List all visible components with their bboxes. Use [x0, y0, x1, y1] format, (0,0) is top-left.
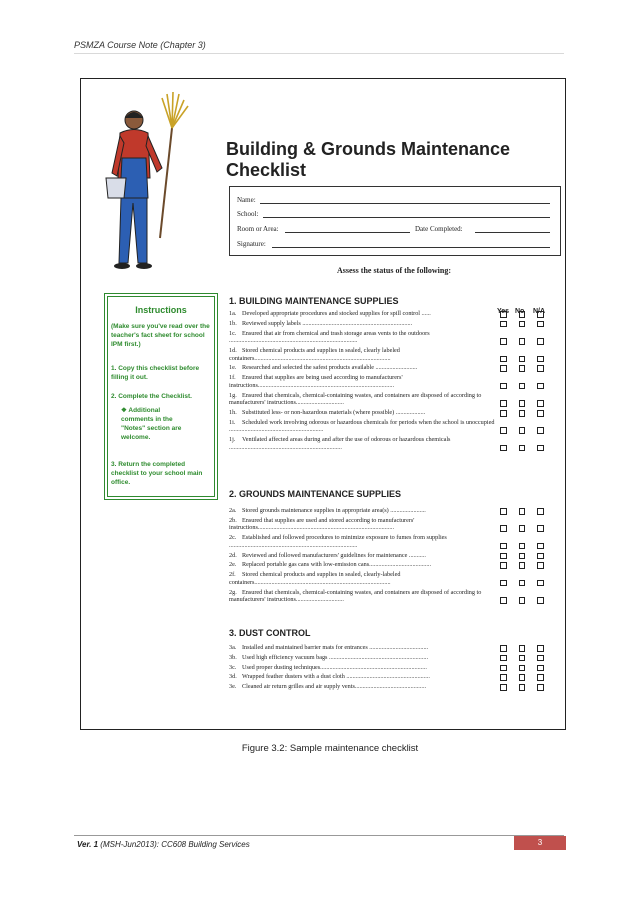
checkbox-yes[interactable] — [500, 427, 507, 434]
checkbox-yes[interactable] — [500, 655, 507, 662]
checkbox-yes[interactable] — [500, 338, 507, 345]
field-room-line — [285, 232, 410, 233]
item-checkboxes — [500, 400, 560, 407]
item-code: 3b. — [229, 653, 237, 661]
checkbox-yes[interactable] — [500, 553, 507, 560]
title-line-2: Checklist — [226, 160, 307, 180]
footer-version-label: Ver. 1 — [77, 840, 99, 849]
item-code: 2d. — [229, 551, 237, 559]
item-text: Scheduled work involving odorous or hazardous chemicals for periods when the school is unoccupied ............................................................. — [229, 418, 495, 434]
assess-heading: Assess the status of the following: — [337, 266, 451, 275]
title-line-1: Building & Grounds Maintenance — [226, 139, 511, 159]
item-text: Used high efficiency vacuum bags ................................................................ — [242, 653, 428, 661]
checkbox-no[interactable] — [519, 665, 526, 672]
checklist-item — [229, 320, 501, 328]
item-checkboxes — [500, 597, 560, 604]
checkbox-na[interactable] — [537, 525, 544, 532]
item-text: Wrapped feather dusters with a dust cloth ...................................................... — [242, 673, 430, 681]
checkbox-no[interactable] — [519, 655, 526, 662]
item-checkboxes — [500, 684, 560, 691]
field-name-label: Name: — [237, 196, 256, 204]
item-checkboxes — [500, 543, 560, 550]
checkbox-no[interactable] — [519, 338, 526, 345]
item-code: 2a. — [229, 507, 237, 514]
checklist-item — [229, 561, 501, 569]
checklist-item — [229, 507, 501, 515]
item-text: Installed and maintained barrier mats for entrances ...................................... — [242, 644, 429, 651]
figure-caption: Figure 3.2: Sample maintenance checklist — [241, 743, 419, 754]
checklist-item — [229, 683, 501, 691]
item-text: Ensured that chemicals, chemical-containing wastes, and containers are disposed of according to manufacturers' instructions............................... — [229, 391, 482, 407]
checkbox-no[interactable] — [519, 580, 526, 587]
checklist-title — [226, 139, 546, 181]
checklist-item — [229, 347, 501, 362]
checkbox-na[interactable] — [537, 508, 544, 515]
checkbox-na[interactable] — [537, 365, 544, 372]
item-text: Replaced portable gas cans with low-emission cans........................................ — [242, 561, 432, 569]
item-text: Developed appropriate procedures and stocked supplies for spill control ...... — [242, 310, 431, 317]
checkbox-no[interactable] — [519, 410, 526, 417]
item-code: 3a. — [229, 644, 237, 651]
checkbox-na[interactable] — [537, 356, 544, 363]
page-number: 3 — [514, 836, 566, 850]
checklist-item — [229, 392, 501, 407]
item-code: 2e. — [229, 561, 237, 569]
item-code: 1b. — [229, 319, 237, 327]
item-checkboxes — [500, 410, 560, 417]
item-checkboxes — [500, 365, 560, 372]
section-heading: 3. DUST CONTROL — [229, 628, 311, 638]
checklist-item — [229, 374, 501, 389]
checkbox-no[interactable] — [519, 356, 526, 363]
item-code: 1c. — [229, 329, 237, 337]
item-checkboxes — [500, 445, 560, 452]
checkbox-na[interactable] — [537, 321, 544, 328]
item-checkboxes — [500, 553, 560, 560]
header-divider — [74, 53, 564, 54]
item-code: 1e. — [229, 364, 237, 372]
checkbox-yes[interactable] — [500, 383, 507, 390]
item-code: 1i. — [229, 418, 236, 426]
checkbox-no[interactable] — [519, 645, 526, 652]
checkbox-na[interactable] — [537, 553, 544, 560]
checkbox-na[interactable] — [537, 665, 544, 672]
checkbox-yes[interactable] — [500, 684, 507, 691]
checkbox-yes[interactable] — [500, 645, 507, 652]
checkbox-yes[interactable] — [500, 543, 507, 550]
checkbox-yes[interactable] — [500, 365, 507, 372]
item-code: 1d. — [229, 347, 237, 354]
item-checkboxes — [500, 383, 560, 390]
instructions-step-3: 3. Return the completed checklist to your school main office. — [111, 461, 203, 486]
checkbox-na[interactable] — [537, 655, 544, 662]
item-checkboxes — [500, 338, 560, 345]
checkbox-no[interactable] — [519, 684, 526, 691]
checkbox-yes[interactable] — [500, 597, 507, 604]
checkbox-no[interactable] — [519, 445, 526, 452]
checkbox-no[interactable] — [519, 543, 526, 550]
item-checkboxes — [500, 427, 560, 434]
checklist-item — [229, 517, 501, 532]
item-text: Used proper dusting techniques..................................................................... — [242, 663, 427, 671]
checkbox-no[interactable] — [519, 311, 526, 318]
item-text: Reviewed supply labels ....................................................................... — [242, 319, 413, 327]
field-signature-line — [272, 247, 550, 248]
checklist-item — [229, 364, 501, 372]
instructions-step-2: 2. Complete the Checklist. — [111, 393, 192, 400]
checkbox-yes[interactable] — [500, 665, 507, 672]
instructions-box — [104, 293, 218, 500]
item-checkboxes — [500, 311, 560, 318]
section-heading: 2. GROUNDS MAINTENANCE SUPPLIES — [229, 489, 402, 499]
col-yes: Yes — [497, 308, 510, 315]
field-room-label: Room or Area: — [237, 225, 279, 233]
field-name-line — [260, 203, 550, 204]
checkbox-yes[interactable] — [500, 562, 507, 569]
checkbox-na[interactable] — [537, 684, 544, 691]
item-code: 3d. — [229, 673, 237, 681]
checklist-item — [229, 673, 501, 681]
checklist-item — [229, 552, 501, 560]
checkbox-no[interactable] — [519, 597, 526, 604]
item-checkboxes — [500, 674, 560, 681]
checkbox-na[interactable] — [537, 543, 544, 550]
checkbox-na[interactable] — [537, 674, 544, 681]
checkbox-na[interactable] — [537, 311, 544, 318]
checkbox-na[interactable] — [537, 383, 544, 390]
footer-text — [77, 840, 250, 849]
item-checkboxes — [500, 580, 560, 587]
checkbox-no[interactable] — [519, 365, 526, 372]
item-code: 3e. — [229, 683, 237, 691]
item-text: Established and followed procedures to minimize exposure to fumes from supplies ................................................................................... — [229, 534, 447, 549]
item-text: Ventilated affected areas during and after the use of odorous or hazardous chemicals ......................................................................... — [229, 436, 451, 451]
checklist-item — [229, 534, 501, 549]
item-text: Stored grounds maintenance supplies in appropriate area(s) ....................... — [242, 507, 426, 514]
checkbox-yes[interactable] — [500, 311, 507, 318]
checkbox-no[interactable] — [519, 427, 526, 434]
field-school-label: School: — [237, 210, 259, 218]
checkbox-no[interactable] — [519, 553, 526, 560]
checkbox-yes[interactable] — [500, 356, 507, 363]
checkbox-yes[interactable] — [500, 445, 507, 452]
checklist-item — [229, 664, 501, 672]
item-code: 2f. — [229, 571, 236, 579]
checkbox-na[interactable] — [537, 427, 544, 434]
checkbox-na[interactable] — [537, 400, 544, 407]
checklist-item — [229, 654, 501, 662]
janitor-illustration-icon — [104, 88, 194, 288]
info-fields-box — [229, 186, 561, 256]
checkbox-yes[interactable] — [500, 508, 507, 515]
checklist-item — [229, 589, 501, 604]
item-code: 3c. — [229, 663, 237, 671]
item-checkboxes — [500, 508, 560, 515]
item-code: 1h. — [229, 409, 237, 416]
item-code: 2g. — [229, 588, 237, 596]
item-text: Ensured that chemicals, chemical-containing wastes, and containers are disposed of according to manufacturers' instructions............................... — [229, 588, 482, 604]
item-code: 1j. — [229, 436, 236, 444]
instructions-title: Instructions — [135, 305, 187, 315]
checkbox-na[interactable] — [537, 597, 544, 604]
item-checkboxes — [500, 655, 560, 662]
item-checkboxes — [500, 356, 560, 363]
item-code: 1f. — [229, 374, 236, 382]
checkbox-no[interactable] — [519, 400, 526, 407]
item-checkboxes — [500, 321, 560, 328]
item-text: Substituted less- or non-hazardous materials (where possible) ................... — [242, 409, 426, 416]
checkbox-no[interactable] — [519, 562, 526, 569]
checkbox-yes[interactable] — [500, 525, 507, 532]
item-text: Ensured that supplies are used and stored according to manufacturers' instructions........................................................................................ — [229, 516, 415, 532]
running-header: PSMZA Course Note (Chapter 3) — [74, 40, 206, 50]
field-school-line — [263, 217, 550, 218]
checkbox-yes[interactable] — [500, 410, 507, 417]
checkbox-no[interactable] — [519, 321, 526, 328]
item-code: 2c. — [229, 534, 237, 542]
checkbox-yes[interactable] — [500, 321, 507, 328]
section-heading: 1. BUILDING MAINTENANCE SUPPLIES — [229, 296, 399, 306]
instructions-intro: (Make sure you've read over the teacher's fact sheet for school IPM first.) — [111, 323, 210, 348]
item-text: Researched and selected the safest products available ........................... — [242, 364, 418, 372]
checkbox-no[interactable] — [519, 525, 526, 532]
field-signature-label: Signature: — [237, 240, 266, 248]
checklist-item — [229, 419, 501, 434]
instructions-note: ❖ Additional comments in the "Notes" section are welcome. — [121, 407, 182, 441]
checkbox-na[interactable] — [537, 562, 544, 569]
col-na: N/A — [533, 308, 546, 315]
item-checkboxes — [500, 562, 560, 569]
checklist-item — [229, 409, 501, 417]
item-text: Ensured that supplies are being used according to manufacturers' instructions........................................................................................ — [229, 374, 403, 389]
item-text: Cleaned air return grilles and air supply vents.............................................. — [242, 683, 427, 691]
field-date-label: Date Completed: — [415, 225, 463, 233]
checkbox-no[interactable] — [519, 674, 526, 681]
checkbox-no[interactable] — [519, 508, 526, 515]
checkbox-no[interactable] — [519, 383, 526, 390]
checkbox-na[interactable] — [537, 410, 544, 417]
footer-divider — [74, 835, 564, 836]
col-no: No — [515, 308, 525, 315]
item-checkboxes — [500, 665, 560, 672]
item-text: Stored chemical products and supplies in sealed, clearly-labeled containers........................................................................................ — [229, 571, 401, 586]
item-text: Ensured that air from chemical and trash storage areas vents to the outdoors ................................................................................... — [229, 329, 430, 345]
item-checkboxes — [500, 525, 560, 532]
field-date-line — [475, 232, 550, 233]
checkbox-na[interactable] — [537, 580, 544, 587]
item-code: 2b. — [229, 516, 237, 524]
checklist-item — [229, 330, 501, 345]
checklist-item — [229, 644, 501, 652]
checklist-item — [229, 436, 501, 451]
footer-version-text: (MSH-Jun2013): CC608 Building Services — [100, 840, 250, 849]
checklist-item — [229, 310, 501, 318]
item-text: Stored chemical products and supplies in sealed, clearly labeled containers........................................................................................ — [229, 347, 400, 362]
checkbox-na[interactable] — [537, 338, 544, 345]
checkbox-na[interactable] — [537, 645, 544, 652]
checkbox-yes[interactable] — [500, 400, 507, 407]
item-text: Reviewed and followed manufacturers' guidelines for maintenance ........... — [242, 551, 426, 559]
checkbox-yes[interactable] — [500, 580, 507, 587]
item-checkboxes — [500, 645, 560, 652]
item-code: 1a. — [229, 310, 237, 317]
checkbox-na[interactable] — [537, 445, 544, 452]
item-code: 1g. — [229, 391, 237, 399]
instructions-step-1: 1. Copy this checklist before filling it out. — [111, 365, 200, 381]
checklist-item — [229, 571, 501, 586]
checkbox-yes[interactable] — [500, 674, 507, 681]
